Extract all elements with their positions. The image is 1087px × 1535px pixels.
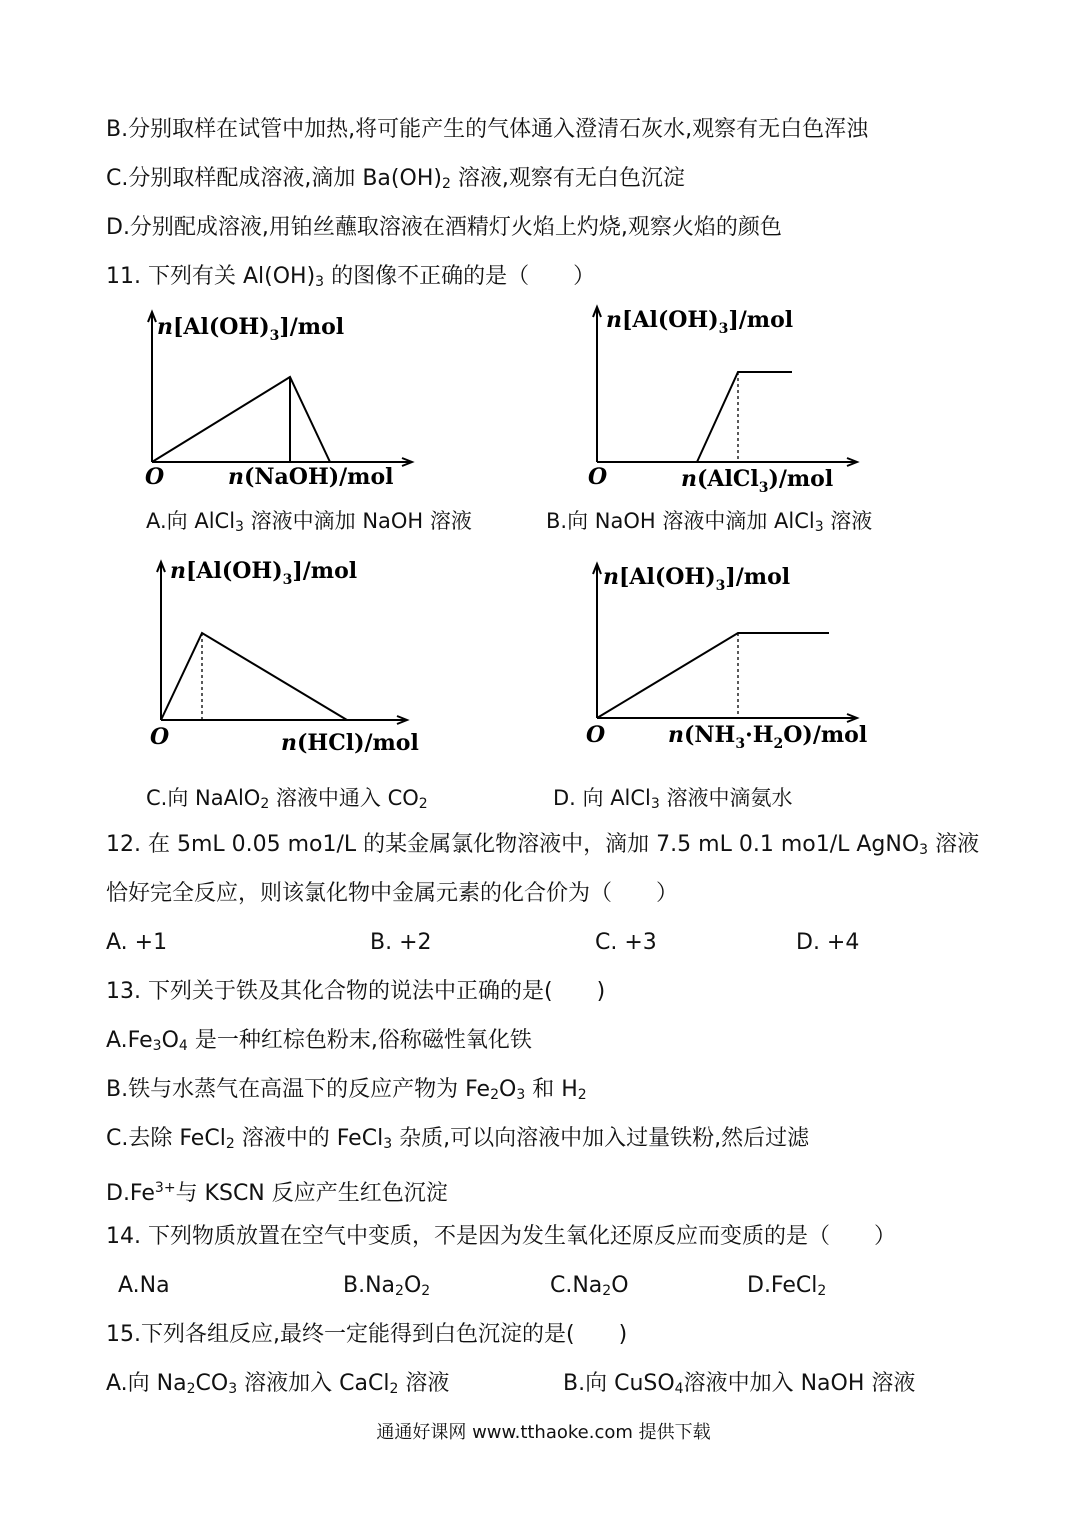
graph-d-curve xyxy=(597,633,829,718)
q12-stem-line1: 12. 在 5mL 0.05 mo1/L 的某金属氯化物溶液中，滴加 7.5 mL 0.1 mo1/L AgNO$_3$ 溶液 xyxy=(106,832,980,858)
q15-option-a: A.向 $Na_2CO_3$ 溶液加入 CaCl$_2$ 溶液 xyxy=(106,1371,450,1397)
graph-d-x-label: $n(NH_3\cdot H_2O)$/mol xyxy=(668,722,868,752)
q11-caption-d: D. 向 AlCl$_3$ 溶液中滴氨水 xyxy=(553,786,793,812)
graph-b-origin: O xyxy=(588,464,608,490)
q14-option-a: A.Na xyxy=(118,1273,170,1298)
graph-a-y-label: $n[Al(OH)_3]$/mol xyxy=(157,314,345,344)
q11-caption-a: A.向 AlCl$_3$ 溶液中滴加 NaOH 溶液 xyxy=(146,509,472,535)
q10-option-b: B.分别取样在试管中加热,将可能产生的气体通入澄清石灰水,观察有无白色浑浊 xyxy=(106,117,869,142)
q13-option-a: $A.Fe_3O_4$ 是一种红棕色粉末,俗称磁性氧化铁 xyxy=(106,1028,532,1054)
q14-option-c: $C.Na_2O$ xyxy=(550,1273,629,1299)
graph-d-y-label: $n[Al(OH)_3]$/mol xyxy=(603,564,791,594)
q12-option-d: D. +4 xyxy=(796,930,860,955)
graph-b-y-label: $n[Al(OH)_3]$/mol xyxy=(606,307,794,337)
graph-c-origin: O xyxy=(150,724,170,750)
q14-stem: 14. 下列物质放置在空气中变质，不是因为发生氧化还原反应而变质的是（ ） xyxy=(106,1224,896,1249)
graph-b-x-label: n(AlCl$_3$)/mol xyxy=(681,466,834,496)
graph-a-origin: O xyxy=(145,464,165,490)
q15-stem: 15.下列各组反应,最终一定能得到白色沉淀的是( ) xyxy=(106,1322,628,1347)
graph-a-x-label: n(NaOH)/mol xyxy=(228,464,394,490)
page-footer: 通通好课网 www.tthaoke.com 提供下载 xyxy=(376,1422,711,1443)
q13-option-c: C.去除 FeCl$_2$ 溶液中的 FeCl$_3$ 杂质,可以向溶液中加入过量铁粉,然后过滤 xyxy=(106,1126,810,1152)
q12-option-a: A. +1 xyxy=(106,930,168,955)
q13-stem: 13. 下列关于铁及其化合物的说法中正确的是( ) xyxy=(106,979,606,1004)
graph-d-origin: O xyxy=(586,722,606,748)
q15-option-b: B.向 CuSO$_4$溶液中加入 NaOH 溶液 xyxy=(563,1371,916,1397)
q10-option-d: D.分别配成溶液,用铂丝蘸取溶液在酒精灯火焰上灼烧,观察火焰的颜色 xyxy=(106,215,782,240)
q10-option-c: C.分别取样配成溶液,滴加 $Ba(OH)_2$ 溶液,观察有无白色沉淀 xyxy=(106,166,685,192)
q12-option-c: C. +3 xyxy=(595,930,657,955)
q13-option-b: B.铁与水蒸气在高温下的反应产物为 $Fe_2O_3$ 和 $H_2$ xyxy=(106,1077,587,1103)
q13-option-d: $D.Fe^{3+}$与 KSCN 反应产生红色沉淀 xyxy=(106,1180,448,1206)
q14-option-d: D.FeCl$_2$ xyxy=(747,1273,827,1299)
q12-stem-line2: 恰好完全反应，则该氯化物中金属元素的化合价为（ ） xyxy=(106,881,679,906)
q14-option-b: $B.Na_2O_2$ xyxy=(343,1273,431,1299)
q11-caption-b: B.向 NaOH 溶液中滴加 AlCl$_3$ 溶液 xyxy=(546,509,873,535)
graph-c-x-label: n(HCl)/mol xyxy=(281,730,419,756)
q11-caption-c: C.向 NaAlO$_2$ 溶液中通入 $CO_2$ xyxy=(146,786,428,812)
graph-c-y-label: $n[Al(OH)_3]$/mol xyxy=(170,558,358,588)
q12-option-b: B. +2 xyxy=(370,930,432,955)
q11-stem: 11. 下列有关 $Al(OH)_3$ 的图像不正确的是（ ） xyxy=(106,264,596,290)
